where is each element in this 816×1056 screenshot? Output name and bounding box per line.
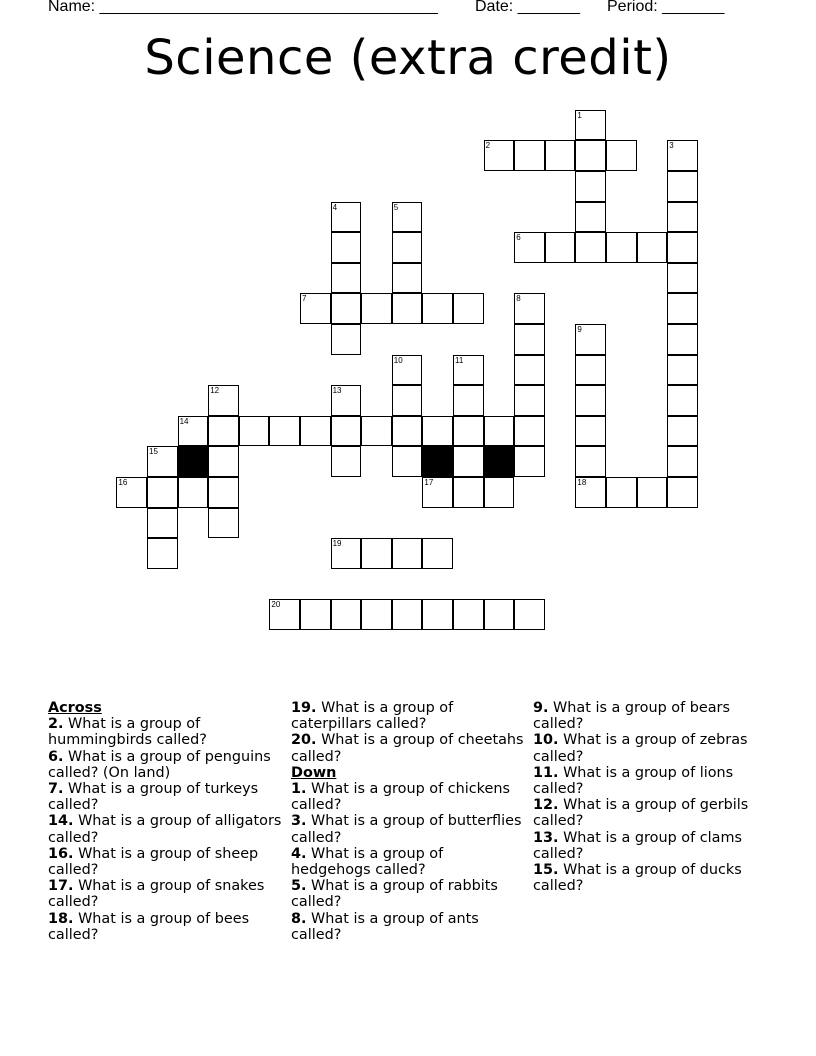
down-heading: Down bbox=[291, 764, 337, 781]
clue-item bbox=[291, 813, 527, 845]
crossword-cell[interactable] bbox=[514, 140, 545, 171]
crossword-cell[interactable] bbox=[575, 171, 606, 202]
across-clue-list bbox=[48, 716, 284, 943]
clue-number: 16 bbox=[118, 478, 128, 487]
crossword-block bbox=[178, 446, 209, 477]
crossword-cell[interactable] bbox=[575, 232, 606, 263]
crossword-cell[interactable] bbox=[300, 599, 331, 630]
page-title: Science (extra credit) bbox=[144, 30, 672, 86]
clue-number: 14 bbox=[179, 416, 189, 426]
crossword-cell[interactable] bbox=[453, 293, 484, 324]
clue-number-label: 14. bbox=[48, 813, 74, 830]
clue-item bbox=[48, 878, 284, 910]
clue-number: 15 bbox=[149, 447, 158, 457]
crossword-cell[interactable] bbox=[667, 293, 698, 324]
crossword-cell[interactable] bbox=[392, 263, 423, 294]
crossword-cell[interactable] bbox=[422, 416, 453, 447]
clue-text: What is a group of caterpillars called? bbox=[291, 700, 454, 733]
clue-text: What is a group of hummingbirds called? bbox=[48, 716, 207, 749]
clue-number: 11 bbox=[455, 355, 464, 365]
clue-item bbox=[291, 846, 527, 878]
clue-number-label: 4. bbox=[291, 845, 307, 862]
crossword-cell[interactable] bbox=[514, 416, 545, 447]
crossword-cell[interactable] bbox=[392, 416, 423, 447]
crossword-cell[interactable] bbox=[392, 538, 423, 569]
clue-number: 12 bbox=[210, 386, 220, 396]
clue-item bbox=[48, 749, 284, 781]
crossword-cell[interactable] bbox=[545, 232, 576, 263]
clue-item bbox=[48, 813, 284, 845]
clue-text: What is a group of ants called? bbox=[291, 910, 479, 943]
crossword-cell[interactable] bbox=[422, 599, 453, 630]
clue-text: What is a group of hedgehogs called? bbox=[291, 845, 444, 879]
period-field[interactable]: Period: _______ bbox=[607, 0, 725, 15]
clue-text: What is a group of lions called? bbox=[533, 764, 734, 798]
crossword-cell[interactable] bbox=[239, 416, 270, 447]
clue-number: 2 bbox=[485, 141, 491, 151]
down-clue-list-continued bbox=[533, 700, 769, 894]
crossword-cell[interactable] bbox=[331, 293, 362, 324]
crossword-cell[interactable] bbox=[331, 232, 362, 263]
clue-text: What is a group of cheetahs called? bbox=[291, 732, 524, 765]
crossword-cell[interactable] bbox=[637, 477, 668, 508]
crossword-cell[interactable] bbox=[422, 293, 453, 324]
clue-number: 19 bbox=[332, 539, 342, 549]
clue-number-label: 18. bbox=[48, 910, 74, 927]
crossword-cell[interactable] bbox=[514, 355, 545, 386]
clue-number: 7 bbox=[302, 294, 307, 304]
crossword-cell[interactable] bbox=[208, 416, 239, 447]
clue-number-label: 13. bbox=[533, 829, 559, 846]
clue-number-label: 17. bbox=[48, 878, 74, 895]
clue-number-label: 8. bbox=[291, 910, 307, 927]
clue-number-label: 10. bbox=[533, 732, 559, 749]
clue-number-label: 16. bbox=[48, 845, 74, 862]
clue-number-label: 6. bbox=[48, 748, 64, 765]
clue-number: 6 bbox=[516, 233, 521, 243]
clue-number-label: 5. bbox=[291, 878, 307, 895]
clue-number: 10 bbox=[393, 355, 403, 365]
clue-text: What is a group of ducks called? bbox=[533, 862, 742, 895]
clue-text: What is a group of snakes called? bbox=[48, 878, 265, 911]
crossword-cell[interactable] bbox=[453, 477, 484, 508]
clue-text: What is a group of penguins called? (On land) bbox=[48, 748, 271, 781]
clue-number: 18 bbox=[577, 478, 587, 487]
clue-number-label: 1. bbox=[291, 781, 307, 798]
clue-text: What is a group of chickens called? bbox=[291, 781, 510, 814]
crossword-cell[interactable] bbox=[331, 416, 362, 447]
clue-text: What is a group of alligators called? bbox=[48, 813, 282, 846]
clue-text: What is a group of sheep called? bbox=[48, 845, 259, 879]
clue-text: What is a group of gerbils called? bbox=[533, 797, 749, 830]
crossword-cell[interactable] bbox=[484, 477, 515, 508]
clue-item bbox=[291, 781, 527, 813]
crossword-cell[interactable] bbox=[147, 477, 178, 508]
crossword-cell[interactable] bbox=[331, 446, 362, 477]
clue-item bbox=[48, 911, 284, 943]
crossword-cell[interactable] bbox=[575, 202, 606, 233]
crossword-cell[interactable] bbox=[208, 477, 239, 508]
clue-item bbox=[291, 878, 527, 910]
crossword-cell[interactable] bbox=[637, 232, 668, 263]
date-field[interactable]: Date: _______ bbox=[475, 0, 580, 15]
across-clue-list-continued bbox=[291, 700, 527, 765]
crossword-cell[interactable] bbox=[392, 293, 423, 324]
crossword-cell[interactable] bbox=[392, 446, 423, 477]
crossword-cell[interactable] bbox=[514, 446, 545, 477]
crossword-cell[interactable] bbox=[361, 416, 392, 447]
crossword-cell[interactable] bbox=[575, 355, 606, 386]
clue-item bbox=[291, 732, 527, 764]
crossword-cell[interactable] bbox=[575, 446, 606, 477]
clue-item bbox=[533, 765, 769, 797]
clue-number: 4 bbox=[332, 202, 338, 212]
clues-column-3 bbox=[533, 700, 769, 894]
crossword-cell[interactable] bbox=[361, 538, 392, 569]
clue-text: What is a group of clams called? bbox=[533, 829, 742, 862]
crossword-cell[interactable] bbox=[392, 232, 423, 263]
crossword-cell[interactable] bbox=[147, 538, 178, 569]
crossword-cell[interactable] bbox=[147, 508, 178, 539]
crossword-cell[interactable] bbox=[453, 599, 484, 630]
clue-number: 5 bbox=[393, 202, 399, 212]
clues-column-2 bbox=[291, 700, 527, 943]
crossword-cell[interactable] bbox=[606, 140, 637, 171]
crossword-cell[interactable] bbox=[606, 232, 637, 263]
crossword-cell[interactable] bbox=[361, 293, 392, 324]
clues-column-1 bbox=[48, 700, 284, 943]
crossword-cell[interactable] bbox=[331, 263, 362, 294]
crossword-cell[interactable] bbox=[667, 477, 698, 508]
crossword-cell[interactable] bbox=[484, 416, 515, 447]
crossword-cell[interactable] bbox=[392, 385, 423, 416]
clue-number-label: 11. bbox=[533, 764, 559, 781]
crossword-cell[interactable] bbox=[208, 446, 239, 477]
clue-item bbox=[48, 846, 284, 878]
crossword-cell[interactable] bbox=[575, 416, 606, 447]
crossword-cell[interactable] bbox=[331, 324, 362, 355]
clue-number: 1 bbox=[577, 110, 582, 120]
crossword-cell[interactable] bbox=[545, 140, 576, 171]
crossword-cell[interactable] bbox=[514, 385, 545, 416]
crossword-cell[interactable] bbox=[422, 538, 453, 569]
crossword-cell[interactable] bbox=[667, 202, 698, 233]
crossword-cell[interactable] bbox=[484, 599, 515, 630]
crossword-cell[interactable] bbox=[453, 416, 484, 447]
clue-number-label: 9. bbox=[533, 700, 549, 716]
clue-number-label: 12. bbox=[533, 797, 559, 814]
clue-number: 17 bbox=[424, 478, 434, 487]
clue-text: What is a group of turkeys called? bbox=[48, 781, 259, 814]
clue-number: 13 bbox=[332, 386, 342, 396]
clue-number: 3 bbox=[669, 141, 674, 151]
clue-number-label: 20. bbox=[291, 732, 317, 749]
crossword-cell[interactable] bbox=[453, 446, 484, 477]
clue-number: 8 bbox=[516, 294, 521, 304]
crossword-block bbox=[484, 446, 515, 477]
crossword-cell[interactable] bbox=[667, 385, 698, 416]
crossword-cell[interactable] bbox=[667, 446, 698, 477]
clue-item bbox=[48, 716, 284, 748]
clue-number-label: 2. bbox=[48, 716, 64, 733]
crossword-block bbox=[422, 446, 453, 477]
clue-text: What is a group of bears called? bbox=[533, 700, 730, 733]
across-heading: Across bbox=[48, 700, 102, 716]
crossword-cell[interactable] bbox=[453, 385, 484, 416]
clue-item bbox=[533, 830, 769, 862]
crossword-cell[interactable] bbox=[667, 232, 698, 263]
crossword-cell[interactable] bbox=[667, 171, 698, 202]
crossword-cell[interactable] bbox=[178, 477, 209, 508]
crossword-cell[interactable] bbox=[667, 324, 698, 355]
crossword-cell[interactable] bbox=[575, 140, 606, 171]
clue-number-label: 15. bbox=[533, 862, 559, 879]
crossword-cell[interactable] bbox=[208, 508, 239, 539]
clue-text: What is a group of rabbits called? bbox=[291, 878, 498, 911]
clue-item bbox=[533, 732, 769, 764]
crossword-cell[interactable] bbox=[514, 324, 545, 355]
clue-item bbox=[291, 911, 527, 943]
crossword-cell[interactable] bbox=[269, 416, 300, 447]
clue-number: 20 bbox=[271, 600, 281, 610]
crossword-cell[interactable] bbox=[300, 416, 331, 447]
clue-text: What is a group of zebras called? bbox=[533, 732, 748, 765]
clue-number-label: 7. bbox=[48, 781, 64, 798]
clue-text: What is a group of bees called? bbox=[48, 910, 250, 943]
crossword-cell[interactable] bbox=[667, 355, 698, 386]
clue-item bbox=[533, 797, 769, 829]
clue-number-label: 19. bbox=[291, 700, 317, 716]
clue-item bbox=[48, 781, 284, 813]
crossword-cell[interactable] bbox=[575, 385, 606, 416]
clue-number-label: 3. bbox=[291, 813, 307, 830]
crossword-cell[interactable] bbox=[361, 599, 392, 630]
clue-item bbox=[291, 700, 527, 732]
crossword-cell[interactable] bbox=[514, 599, 545, 630]
crossword-cell[interactable] bbox=[392, 599, 423, 630]
clue-item bbox=[533, 700, 769, 732]
crossword-cell[interactable] bbox=[667, 416, 698, 447]
clue-text: What is a group of butterflies called? bbox=[291, 813, 522, 846]
crossword-cell[interactable] bbox=[331, 599, 362, 630]
down-clue-list bbox=[291, 781, 527, 943]
clue-item bbox=[533, 862, 769, 894]
crossword-cell[interactable] bbox=[667, 263, 698, 294]
crossword-cell[interactable] bbox=[606, 477, 637, 508]
clue-number: 9 bbox=[577, 325, 582, 334]
name-field[interactable]: Name: ______________________________________ bbox=[48, 0, 438, 15]
